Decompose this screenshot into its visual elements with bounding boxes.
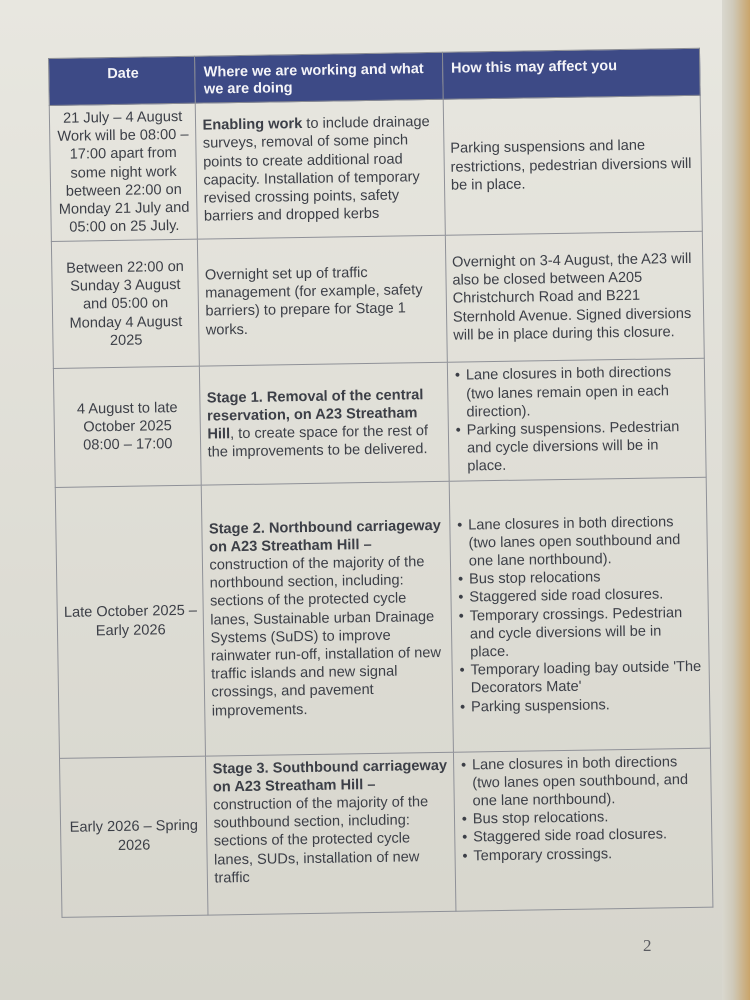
list-item: • Lane closures in both directions (two lanes remain open in each direction). [454,363,699,421]
list-item: • Staggered side road closures. [461,825,705,847]
list-item: • Lane closures in both directions (two lanes open southbound and one lane northbound). [456,512,701,570]
row-work [200,363,449,485]
row-work-text: Overnight set up of traffic management (for example, safety barriers) to prepare for Stage 1 works. [204,265,423,339]
header-work: Where we are working and what we are doing [195,52,443,103]
table-row [51,232,704,369]
row-effect [447,359,706,481]
row-work-text: construction of the majority of the southbound section, including: sections of the protected cycle lanes, SUDs, installation of new traffic [213,794,429,887]
row-work-text: to include drainage surveys, removal of some pinch points to create additional road capacity. Installation of temporary revised crossing points, safety barriers and dropped kerbs [202,114,430,225]
list-item: • Lane closures in both directions (two lanes open southbound, and one lane northbound). [460,752,705,810]
row-work [202,481,454,756]
effect-list [454,363,700,476]
schedule-table [48,48,713,918]
row-effect [453,748,713,911]
list-item: • Temporary crossings. Pedestrian and cycle diversions will be in place. [458,603,703,661]
list-item: • Parking suspensions. [459,694,703,716]
effect-list [456,512,703,716]
effect-list [460,752,706,865]
table-row [49,95,702,242]
row-work [198,236,447,367]
row-work-text: , to create space for the rest of the improvements to be delivered. [207,423,429,461]
table-row [53,359,706,487]
list-item: • Parking suspensions. Pedestrian and cycle diversions will be in place. [455,418,700,476]
row-effect [449,477,710,752]
table-row [55,477,710,758]
list-item: • Temporary loading bay outside 'The Decorators Mate' [458,658,703,698]
row-work-heading: Stage 2. Northbound carriageway on A23 Streatham Hill – [208,517,441,556]
row-date: 21 July – 4 August Work will be 08:00 – 17:00 apart from some night work between 22:00 on Monday 21 July and 05:00 on 25 July. [49,103,198,242]
schedule-table-wrapper [48,48,713,918]
header-effect: How this may affect you [442,48,700,99]
page-number: 2 [643,936,652,955]
list-item: • Staggered side road closures. [457,585,701,607]
row-date: Between 22:00 on Sunday 3 August and 05:00 on Monday 4 August 2025 [51,240,199,369]
row-date: Late October 2025 – Early 2026 [55,485,206,758]
list-item: • Temporary crossings. [461,843,705,865]
list-item: • Bus stop relocations [457,567,701,589]
table-row [59,748,712,917]
row-work [206,752,456,915]
row-effect: Parking suspensions and lane restrictions, pedestrian diversions will be in place. [443,95,702,235]
list-item: • Bus stop relocations. [461,807,705,829]
header-date: Date [49,56,196,105]
row-work-heading: Stage 3. Southbound carriageway on A23 Streatham Hill – [212,757,448,796]
row-date-hours: 08:00 – 17:00 [83,436,173,454]
row-date [53,367,201,488]
row-work [196,99,445,239]
row-work-heading: Enabling work [202,116,303,134]
paper-edge [722,0,750,1000]
row-date: Early 2026 – Spring 2026 [59,756,208,917]
row-work-heading: Stage 1. Removal of the central reservation, on A23 Streatham Hill [206,386,424,443]
row-work-text: construction of the majority of the northbound section, including: sections of the protected cycle lanes, Sustainable urban Drainage Systems (SuDS) to improve rainwater run-off, installation of new traffic islands and new signal crossings, and pavement improvements. [209,554,442,720]
row-effect: Overnight on 3-4 August, the A23 will also be closed between A205 Christchurch Road and B221 Sternhold Avenue. Signed diversions will be in place during this closure. [445,232,704,363]
row-date-range: 4 August to late October 2025 [76,399,178,436]
